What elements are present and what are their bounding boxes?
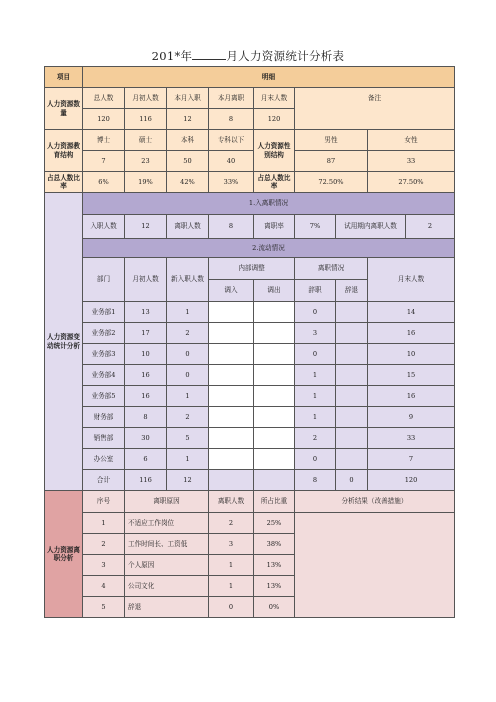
edu-header: 本科 — [167, 130, 209, 151]
page-title: 201*年 月人力资源统计分析表 — [151, 49, 345, 63]
resign-count: 2 — [295, 428, 336, 449]
table-row — [45, 365, 455, 386]
dept-name: 销售部 — [83, 428, 125, 449]
begin-count: 13 — [125, 302, 167, 323]
dept-name: 业务部4 — [83, 365, 125, 386]
end-count: 120 — [368, 470, 455, 491]
dept-name: 业务部2 — [83, 323, 125, 344]
gender-header: 男性 — [295, 130, 368, 151]
gender-header: 女性 — [368, 130, 455, 151]
gender-ratio-label: 占总人数比率 — [254, 172, 295, 193]
table-row — [45, 407, 455, 428]
probation-leave-count: 2 — [406, 215, 455, 239]
dismiss-count — [336, 344, 368, 365]
transfer-out — [254, 302, 295, 323]
dismiss-count — [336, 449, 368, 470]
dept-name: 业务部5 — [83, 386, 125, 407]
begin-count: 6 — [125, 449, 167, 470]
new-count: 2 — [167, 323, 209, 344]
transfer-in — [209, 365, 254, 386]
end-count: 9 — [368, 407, 455, 428]
transfer-in — [209, 344, 254, 365]
ratio-label: 占总人数比率 — [45, 172, 83, 193]
dept-name: 业务部3 — [83, 344, 125, 365]
edu-value: 40 — [209, 151, 254, 172]
edu-value-row — [45, 151, 455, 172]
ratio-header: 所占比重 — [254, 491, 295, 513]
result-header: 分析结果（改善措施） — [295, 491, 455, 513]
count-header: 总人数 — [83, 88, 125, 109]
table-row — [45, 513, 455, 534]
end-count: 33 — [368, 428, 455, 449]
dismiss-count: 0 — [336, 470, 368, 491]
end-count: 16 — [368, 323, 455, 344]
resign-header: 辞职 — [295, 280, 336, 302]
total-row — [45, 470, 455, 491]
edu-ratio: 33% — [209, 172, 254, 193]
new-count: 5 — [167, 428, 209, 449]
transfer-out-header: 调出 — [254, 280, 295, 302]
count-value: 12 — [167, 109, 209, 130]
begin-count: 17 — [125, 323, 167, 344]
dept-name: 财务部 — [83, 407, 125, 428]
end-count: 15 — [368, 365, 455, 386]
gender-ratio: 27.50% — [368, 172, 455, 193]
dept-header: 部门 — [83, 258, 125, 302]
reason-no: 3 — [83, 555, 125, 576]
begin-header: 月初人数 — [125, 258, 167, 302]
reason-no: 2 — [83, 534, 125, 555]
gender-value: 33 — [368, 151, 455, 172]
edu-header: 硕士 — [125, 130, 167, 151]
hr-statistics-table — [44, 66, 455, 618]
section1-values-row — [45, 215, 455, 239]
gender-value: 87 — [295, 151, 368, 172]
section1-title: 1.入离职情况 — [83, 193, 455, 215]
transfer-out — [254, 407, 295, 428]
reason-text: 公司文化 — [125, 576, 209, 597]
detail-header: 明细 — [83, 67, 455, 88]
reason-text: 不适应工作岗位 — [125, 513, 209, 534]
leave-count-header: 离职人数 — [209, 491, 254, 513]
count-value: 120 — [83, 109, 125, 130]
transfer-out — [254, 323, 295, 344]
dismiss-count — [336, 407, 368, 428]
transfer-in — [209, 449, 254, 470]
reason-text: 个人原因 — [125, 555, 209, 576]
resign-count: 3 — [295, 323, 336, 344]
leave-count-label: 离职人数 — [167, 215, 209, 239]
new-count: 1 — [167, 302, 209, 323]
no-header: 序号 — [83, 491, 125, 513]
edu-header: 博士 — [83, 130, 125, 151]
edu-ratio: 19% — [125, 172, 167, 193]
edu-header: 专科以下 — [209, 130, 254, 151]
count-header: 本月入职 — [167, 88, 209, 109]
reason-no: 5 — [83, 597, 125, 618]
count-header: 本月离职 — [209, 88, 254, 109]
transfer-in — [209, 323, 254, 344]
reason-ratio: 0% — [254, 597, 295, 618]
reason-text: 辞退 — [125, 597, 209, 618]
resign-count: 0 — [295, 302, 336, 323]
new-count: 0 — [167, 365, 209, 386]
transfer-in — [209, 428, 254, 449]
dept-name: 合计 — [83, 470, 125, 491]
internal-adjust-header: 内部调整 — [209, 258, 295, 280]
transfer-out — [254, 386, 295, 407]
gender-ratio: 72.50% — [295, 172, 368, 193]
reason-no: 1 — [83, 513, 125, 534]
dismiss-count — [336, 386, 368, 407]
dismiss-count — [336, 365, 368, 386]
section2-title-row — [45, 239, 455, 258]
dismiss-count — [336, 428, 368, 449]
turnover-rate: 7% — [295, 215, 336, 239]
count-value: 116 — [125, 109, 167, 130]
begin-count: 10 — [125, 344, 167, 365]
new-count: 2 — [167, 407, 209, 428]
new-count: 0 — [167, 344, 209, 365]
begin-count: 8 — [125, 407, 167, 428]
table-header-row — [45, 67, 455, 88]
new-hire-header: 新入职人数 — [167, 258, 209, 302]
transfer-out — [254, 365, 295, 386]
transfer-in — [209, 302, 254, 323]
edu-value: 7 — [83, 151, 125, 172]
ratio-row — [45, 172, 455, 193]
new-count: 1 — [167, 449, 209, 470]
reason-ratio: 13% — [254, 555, 295, 576]
transfer-in-header: 调入 — [209, 280, 254, 302]
probation-leave-label: 试用期内离职人数 — [336, 215, 406, 239]
reason-count: 3 — [209, 534, 254, 555]
reason-ratio: 25% — [254, 513, 295, 534]
transfer-in — [209, 386, 254, 407]
project-header: 项目 — [45, 67, 83, 88]
hire-count-label: 入职人数 — [83, 215, 125, 239]
gender-section-label: 人力资源性别结构 — [254, 130, 295, 172]
edu-value: 23 — [125, 151, 167, 172]
leave-header-row — [45, 491, 455, 513]
resign-count: 0 — [295, 344, 336, 365]
turnover-rate-label: 离职率 — [254, 215, 295, 239]
leave-status-header: 离职情况 — [295, 258, 368, 280]
remark-cell: 备注 — [295, 88, 455, 130]
new-count: 12 — [167, 470, 209, 491]
reason-no: 4 — [83, 576, 125, 597]
begin-count: 30 — [125, 428, 167, 449]
section2-title: 2.流动情况 — [83, 239, 455, 258]
count-header: 月初人数 — [125, 88, 167, 109]
count-header-row — [45, 88, 455, 109]
count-value: 8 — [209, 109, 254, 130]
table-row — [45, 302, 455, 323]
leave-count: 8 — [209, 215, 254, 239]
reason-count: 1 — [209, 576, 254, 597]
new-count: 1 — [167, 386, 209, 407]
transfer-out — [254, 344, 295, 365]
leave-section-label: 人力资源离职分析 — [45, 491, 83, 618]
reason-text: 工作时间长、工资低 — [125, 534, 209, 555]
resign-count: 0 — [295, 449, 336, 470]
dept-name: 办公室 — [83, 449, 125, 470]
analysis-result-cell — [295, 513, 455, 618]
edu-section-label: 人力资源教育结构 — [45, 130, 83, 172]
edu-header-row — [45, 130, 455, 151]
change-section-label: 人力资源变动统计分析 — [45, 193, 83, 491]
begin-count: 16 — [125, 365, 167, 386]
resign-count: 8 — [295, 470, 336, 491]
dismiss-count — [336, 302, 368, 323]
count-header: 月末人数 — [254, 88, 295, 109]
table-row — [45, 386, 455, 407]
table-row — [45, 323, 455, 344]
edu-ratio: 42% — [167, 172, 209, 193]
dismiss-count — [336, 323, 368, 344]
resign-count: 1 — [295, 386, 336, 407]
resign-count: 1 — [295, 407, 336, 428]
end-header: 月末人数 — [368, 258, 455, 302]
edu-ratio: 6% — [83, 172, 125, 193]
dept-name: 业务部1 — [83, 302, 125, 323]
dismiss-header: 辞退 — [336, 280, 368, 302]
reason-ratio: 13% — [254, 576, 295, 597]
reason-count: 1 — [209, 555, 254, 576]
resign-count: 1 — [295, 365, 336, 386]
section1-title-row — [45, 193, 455, 215]
transfer-out — [254, 428, 295, 449]
transfer-in — [209, 470, 254, 491]
table-row — [45, 344, 455, 365]
end-count: 16 — [368, 386, 455, 407]
begin-count: 116 — [125, 470, 167, 491]
reason-ratio: 38% — [254, 534, 295, 555]
begin-count: 16 — [125, 386, 167, 407]
count-value: 120 — [254, 109, 295, 130]
reason-count: 0 — [209, 597, 254, 618]
table-row — [45, 428, 455, 449]
flow-header-row-1 — [45, 258, 455, 280]
transfer-out — [254, 449, 295, 470]
end-count: 10 — [368, 344, 455, 365]
transfer-out — [254, 470, 295, 491]
end-count: 7 — [368, 449, 455, 470]
reason-count: 2 — [209, 513, 254, 534]
transfer-in — [209, 407, 254, 428]
end-count: 14 — [368, 302, 455, 323]
edu-value: 50 — [167, 151, 209, 172]
reason-header: 离职原因 — [125, 491, 209, 513]
hire-count: 12 — [125, 215, 167, 239]
table-row — [45, 449, 455, 470]
count-section-label: 人力资源数量 — [45, 88, 83, 130]
